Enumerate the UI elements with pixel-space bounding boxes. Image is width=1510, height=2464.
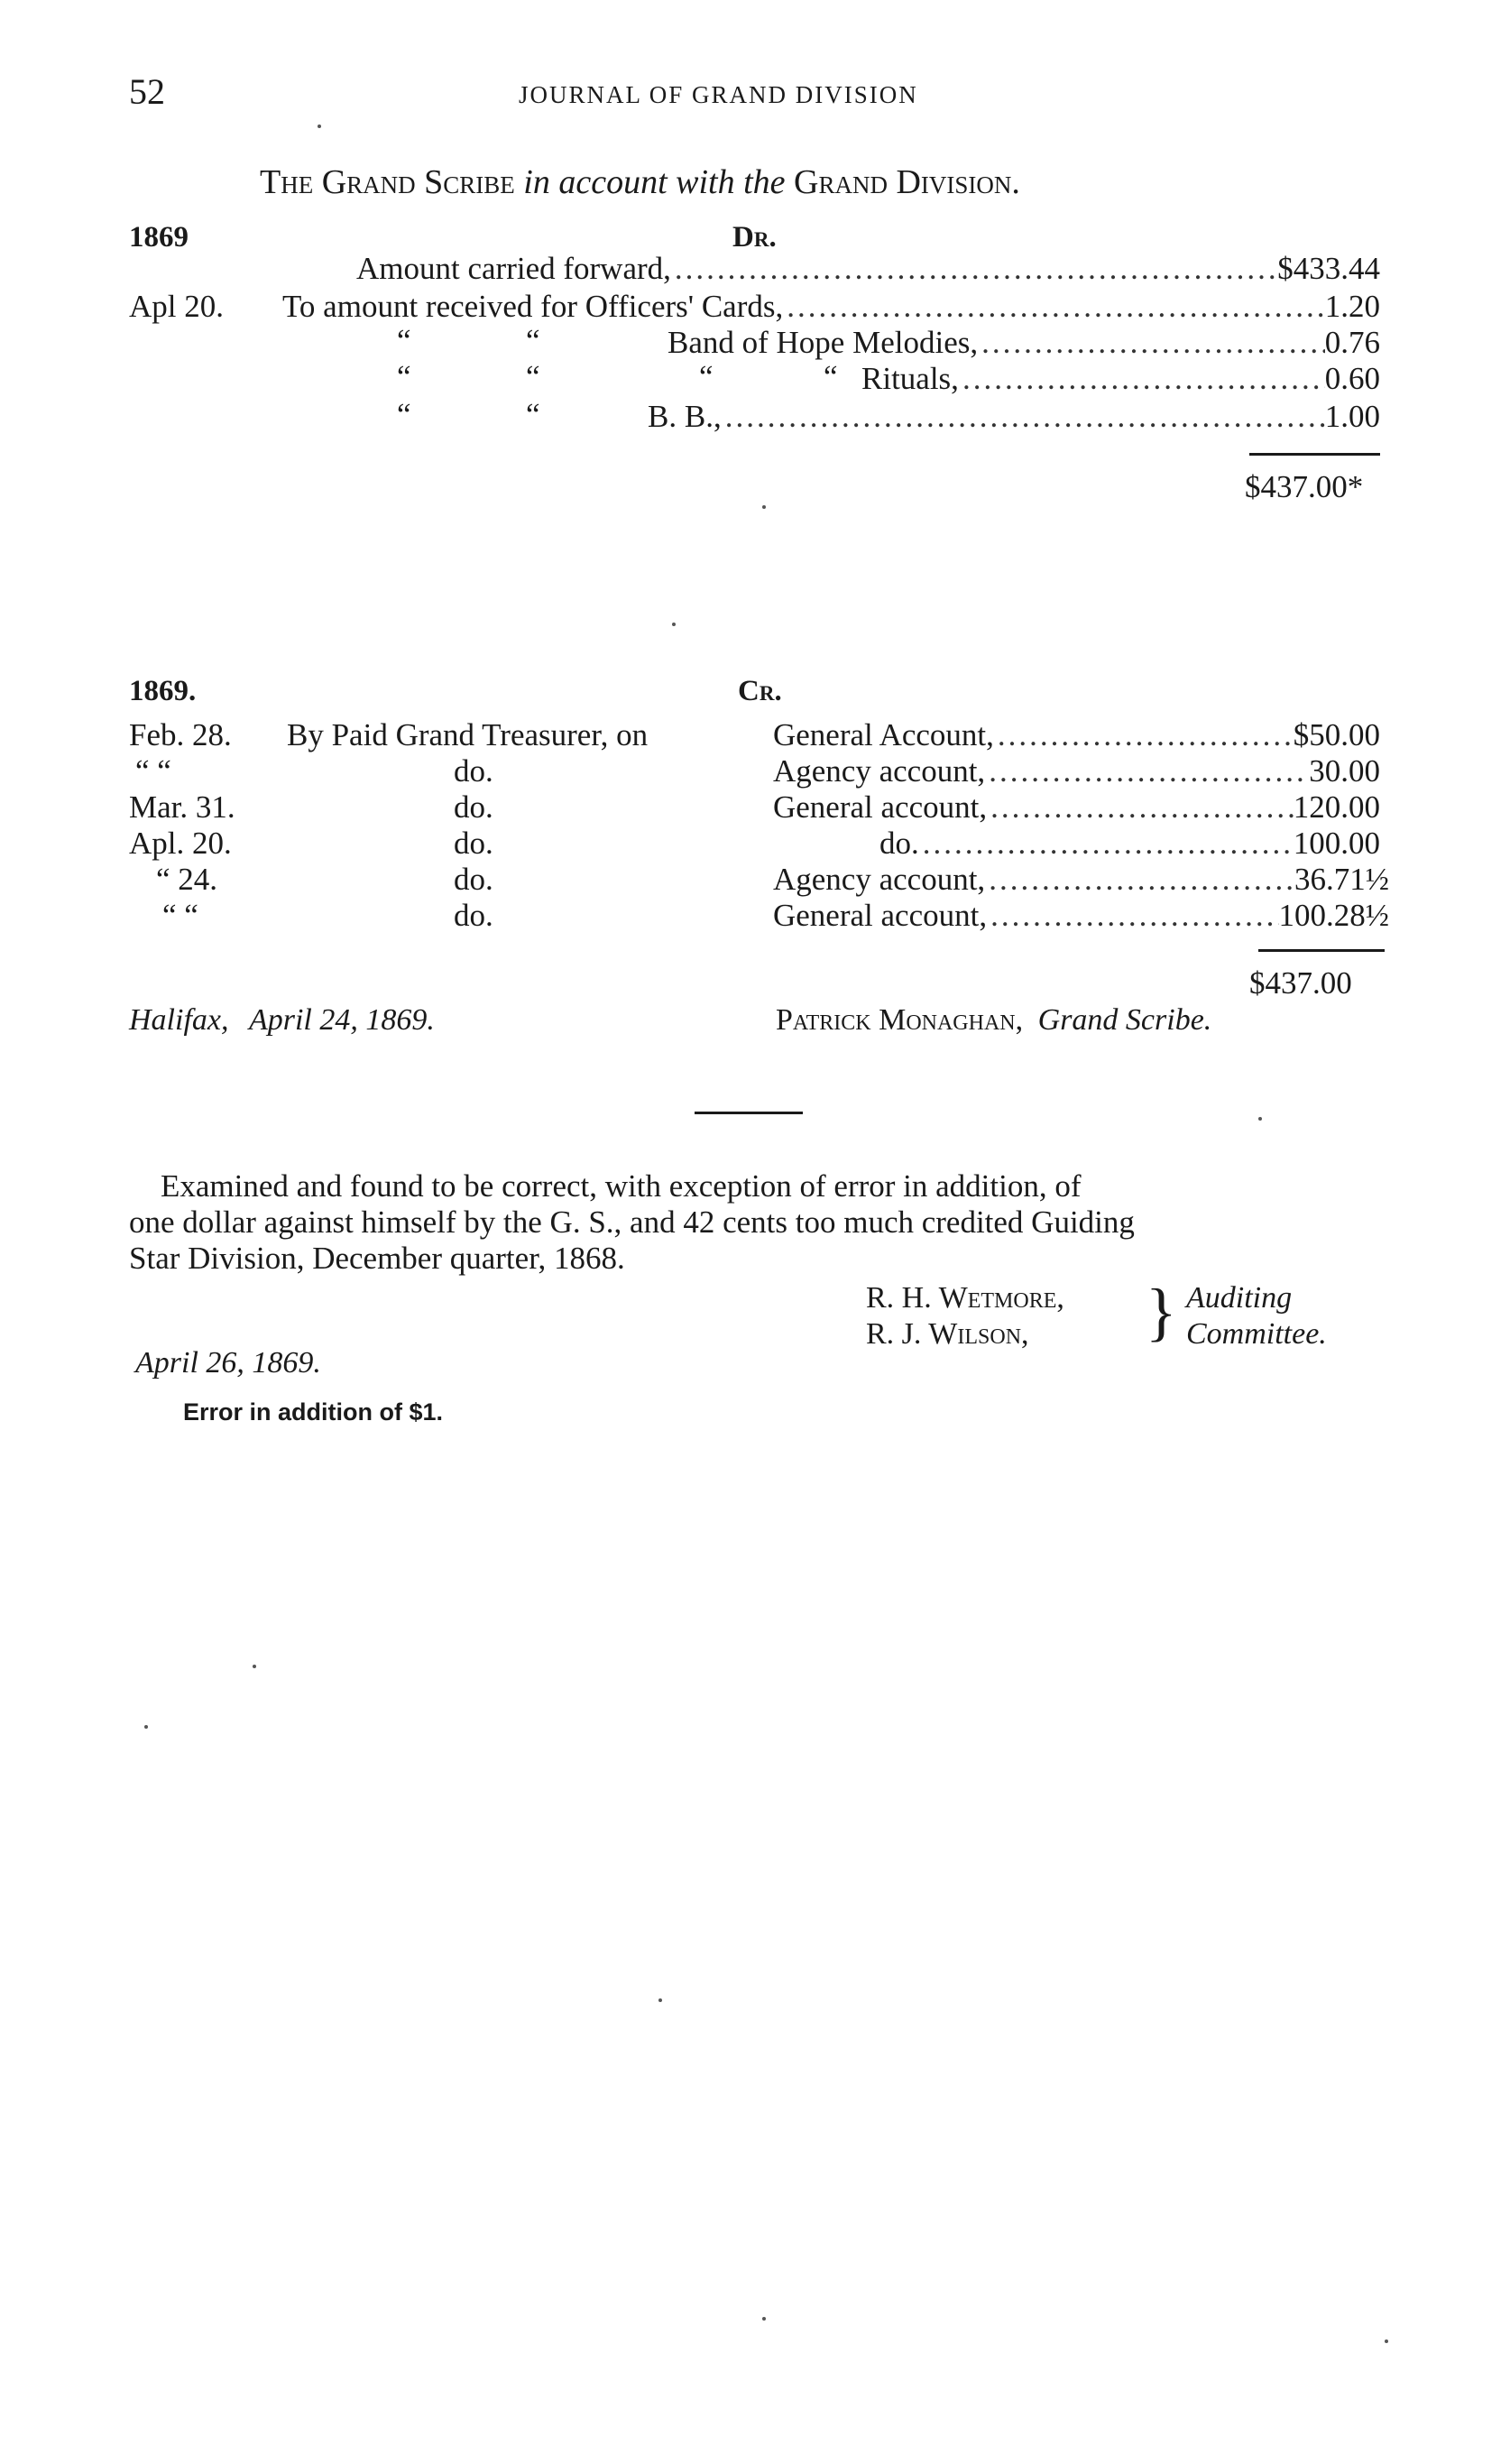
- ditto-mark: “: [824, 359, 838, 394]
- signed-date: April 24, 1869.: [248, 1003, 435, 1037]
- signer-name: Patrick Monaghan,: [776, 1003, 1024, 1037]
- debit-row-desc: Rituals,: [861, 361, 959, 396]
- debit-row: [648, 399, 1380, 435]
- debit-row: [282, 289, 1380, 325]
- title-post: Grand Division.: [794, 163, 1020, 201]
- credit-row-date: Feb. 28.: [129, 717, 232, 752]
- ditto-mark: “: [526, 397, 540, 432]
- examined-line-2: one dollar against himself by the G. S., and 42 cents too much credited Guiding: [129, 1204, 1135, 1240]
- scan-speck: [762, 2317, 766, 2321]
- dot-leader: [722, 399, 1325, 435]
- debit-row-desc: Band of Hope Melodies,: [668, 325, 979, 360]
- scan-speck: [658, 1998, 662, 2002]
- footnote: Error in addition of $1.: [183, 1398, 444, 1426]
- ditto-mark: “: [397, 359, 411, 394]
- credit-row-date: Apl. 20.: [129, 826, 232, 861]
- dot-leader: [671, 251, 1277, 287]
- debit-carried-amount: $433.44: [1277, 251, 1380, 286]
- credit-row-amount: 36.71½: [1294, 862, 1389, 897]
- credit-row-amount: 120.00: [1293, 789, 1380, 825]
- sum-rule: [1249, 453, 1380, 456]
- credit-year: 1869.: [129, 675, 197, 707]
- credit-row-account: General Account,: [773, 717, 994, 752]
- credit-row-amount: $50.00: [1293, 717, 1380, 752]
- credit-row-date: “ 24.: [156, 862, 218, 897]
- scan-speck: [1258, 1117, 1262, 1121]
- debit-row-desc: B. B.,: [648, 399, 722, 434]
- credit-row: [879, 826, 1380, 862]
- credit-row-amount: 100.00: [1293, 826, 1380, 861]
- committee-line-2: Committee.: [1186, 1317, 1327, 1351]
- debit-row: [861, 361, 1380, 397]
- credit-row-date: “ “: [135, 753, 171, 789]
- dot-leader: [985, 862, 1294, 898]
- debit-carried-row: [356, 251, 1380, 287]
- scan-speck: [1385, 2339, 1388, 2343]
- credit-row-account: do.: [879, 826, 919, 861]
- credit-row-payee: do.: [454, 898, 493, 933]
- credit-heading: Cr.: [738, 675, 782, 707]
- page-title: [260, 162, 1020, 202]
- running-head: JOURNAL OF GRAND DIVISION: [519, 81, 918, 108]
- ditto-mark: “: [397, 323, 411, 358]
- brace: }: [1146, 1276, 1177, 1348]
- debit-heading: Dr.: [732, 221, 777, 254]
- page-number: 52: [129, 71, 165, 112]
- dot-leader: [978, 325, 1325, 361]
- dot-leader: [919, 826, 1294, 862]
- scan-speck: [253, 1665, 256, 1668]
- debit-year: 1869: [129, 221, 189, 254]
- credit-row-account: Agency account,: [773, 862, 986, 897]
- place: Halifax,: [129, 1003, 229, 1037]
- auditor-1: [866, 1281, 1064, 1315]
- dot-leader: [985, 753, 1309, 789]
- signature-line: [129, 1003, 435, 1038]
- credit-row-payee: By Paid Grand Treasurer, on: [287, 717, 649, 752]
- dot-leader: [987, 789, 1294, 826]
- credit-row-payee: do.: [454, 789, 493, 825]
- auditor-2: [866, 1317, 1029, 1352]
- auditor-name: R. H. Wetmore,: [866, 1281, 1064, 1315]
- examined-line-1: Examined and found to be correct, with exception of error in addition, of: [161, 1168, 1082, 1204]
- debit-row-amount: 0.76: [1324, 325, 1380, 360]
- ditto-mark: “: [699, 359, 714, 394]
- credit-row: [773, 717, 1380, 753]
- credit-row-amount: 30.00: [1309, 753, 1380, 789]
- ditto-mark: “: [526, 359, 540, 394]
- scan-speck: [672, 623, 676, 626]
- scan-speck: [762, 505, 766, 509]
- auditor-name: R. J. Wilson,: [866, 1317, 1029, 1351]
- credit-row-payee: do.: [454, 862, 493, 897]
- credit-total: $437.00: [1249, 965, 1352, 1001]
- dot-leader: [994, 717, 1294, 753]
- debit-row-amount: 1.20: [1324, 289, 1380, 324]
- title-pre: The Grand Scribe: [260, 163, 515, 201]
- credit-row: [773, 789, 1380, 826]
- dot-leader: [959, 361, 1325, 397]
- credit-row-account: Agency account,: [773, 753, 986, 789]
- examined-line-3: Star Division, December quarter, 1868.: [129, 1241, 625, 1276]
- ditto-mark: “: [397, 397, 411, 432]
- dot-leader: [987, 898, 1278, 934]
- ditto-mark: “: [526, 323, 540, 358]
- committee-line-1: Auditing: [1186, 1281, 1293, 1315]
- credit-row-date: “ “: [162, 898, 198, 933]
- credit-row: [773, 898, 1389, 934]
- debit-row: [668, 325, 1380, 361]
- sum-rule: [1258, 949, 1385, 952]
- credit-row-date: Mar. 31.: [129, 789, 235, 825]
- credit-row: [773, 753, 1380, 789]
- debit-row-amount: 1.00: [1324, 399, 1380, 434]
- credit-row-amount: 100.28½: [1278, 898, 1389, 933]
- debit-total: $437.00*: [1245, 469, 1364, 504]
- audit-date: April 26, 1869.: [135, 1346, 321, 1380]
- section-divider: [695, 1112, 803, 1114]
- title-italic: in account with the: [523, 163, 786, 201]
- debit-date: Apl 20.: [129, 289, 224, 324]
- scan-speck: [144, 1725, 148, 1729]
- signer-block: [776, 1003, 1211, 1038]
- credit-row-payee: do.: [454, 826, 493, 861]
- dot-leader: [783, 289, 1325, 325]
- signer-title: Grand Scribe.: [1037, 1003, 1212, 1037]
- credit-row-account: General account,: [773, 789, 988, 825]
- debit-row-amount: 0.60: [1324, 361, 1380, 396]
- credit-row: [773, 862, 1389, 898]
- scan-speck: [318, 125, 321, 128]
- debit-carried-text: Amount carried forward,: [356, 251, 671, 286]
- debit-row-desc: Officers' Cards,: [585, 289, 784, 324]
- credit-row-payee: do.: [454, 753, 493, 789]
- credit-row-account: General account,: [773, 898, 988, 933]
- debit-row-source: To amount received for: [282, 289, 577, 324]
